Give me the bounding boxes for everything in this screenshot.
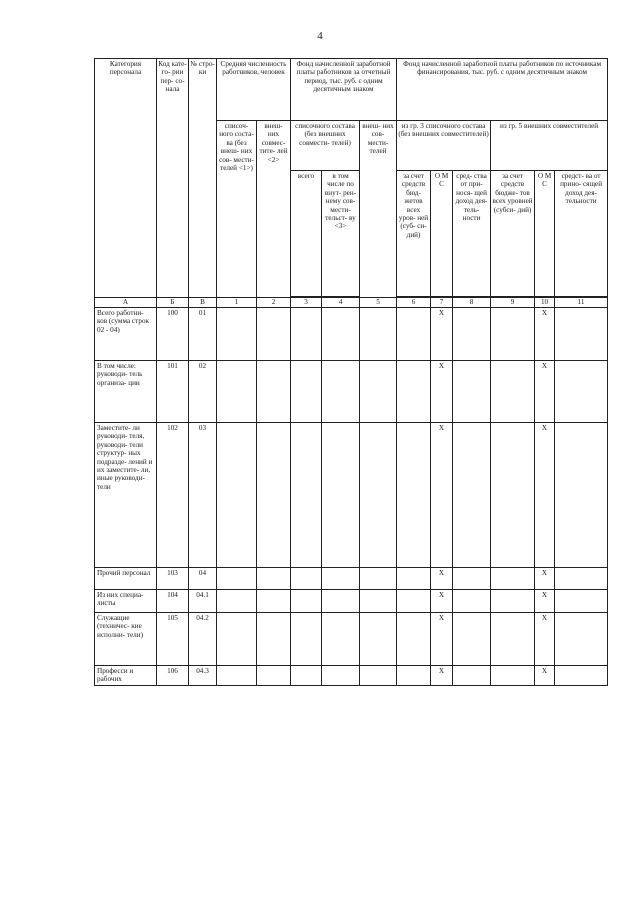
value-cell — [217, 423, 257, 568]
header-fund-sources: Фонд начисленной заработной платы работников по источникам финансирования, тыс. руб. с одним десятичным знаком — [397, 59, 608, 121]
value-cell — [360, 613, 397, 666]
value-cell — [397, 423, 431, 568]
row-category: Всего работни- ков (сумма строк 02 - 04) — [95, 308, 157, 361]
value-cell — [257, 361, 291, 423]
table-row — [95, 666, 608, 686]
value-cell — [291, 423, 322, 568]
row-code: 100 — [157, 308, 189, 361]
value-cell — [291, 666, 322, 686]
value-cell — [397, 613, 431, 666]
value-cell — [257, 666, 291, 686]
value-cell — [217, 666, 257, 686]
header-oms: О М С — [431, 171, 453, 297]
row-category: Заместите- ли руководи- теля, руководи- тели структур- ных подразде- лений и их заместите- ли, иные руководи- тели — [95, 423, 157, 568]
row-code: 102 — [157, 423, 189, 568]
row-category: В том числе: руководи- тель организа- ции — [95, 361, 157, 423]
excluded-mark: Х — [431, 590, 453, 613]
col-index: 7 — [431, 298, 453, 308]
table-row — [95, 590, 608, 613]
col-index: 8 — [453, 298, 491, 308]
header-incl-internal: в том числе по внут- рен- нему сов- мести- тельст- ву <3> — [322, 171, 360, 297]
value-cell — [291, 361, 322, 423]
header-fund-accrued: Фонд начисленной заработной платы работников за отчетный период, тыс. руб. с одним десятичным знаком — [291, 59, 397, 121]
value-cell — [491, 666, 535, 686]
col-index: 2 — [257, 298, 291, 308]
excluded-mark: Х — [535, 666, 555, 686]
value-cell — [453, 361, 491, 423]
value-cell — [360, 568, 397, 590]
value-cell — [360, 361, 397, 423]
header-income: сред- ства от при- нося- щей доход дея- тель- ности — [453, 171, 491, 297]
value-cell — [291, 568, 322, 590]
value-cell — [555, 361, 608, 423]
row-code: 106 — [157, 666, 189, 686]
col-index: А — [95, 298, 157, 308]
row-line: 04 — [189, 568, 217, 590]
value-cell — [491, 568, 535, 590]
value-cell — [397, 590, 431, 613]
value-cell — [257, 590, 291, 613]
col-index: Б — [157, 298, 189, 308]
header-avg-headcount: Средняя численность работников, человек — [217, 59, 291, 121]
header-budget: за счет средств бюд- жетов всех уров- ней (суб- си- дий) — [397, 171, 431, 297]
value-cell — [397, 308, 431, 361]
table-row — [95, 361, 608, 423]
value-cell — [291, 613, 322, 666]
excluded-mark: Х — [431, 308, 453, 361]
row-line: 04.1 — [189, 590, 217, 613]
value-cell — [453, 666, 491, 686]
table-row — [95, 568, 608, 590]
value-cell — [360, 590, 397, 613]
row-line: 02 — [189, 361, 217, 423]
value-cell — [322, 613, 360, 666]
value-cell — [555, 568, 608, 590]
header-category: Категория персонала — [95, 59, 157, 298]
value-cell — [555, 590, 608, 613]
value-cell — [491, 361, 535, 423]
header-list-staff: списоч- ного соста- ва (без внеш- них сов- мести- телей <1>) — [217, 121, 257, 298]
table-row — [95, 613, 608, 666]
value-cell — [360, 308, 397, 361]
value-cell — [257, 308, 291, 361]
value-cell — [360, 666, 397, 686]
header-external: внеш- них совмес- тите- лей <2> — [257, 121, 291, 298]
col-index: 11 — [555, 298, 608, 308]
excluded-mark: Х — [535, 423, 555, 568]
row-line: 01 — [189, 308, 217, 361]
col-index: 10 — [535, 298, 555, 308]
col-index: 1 — [217, 298, 257, 308]
excluded-mark: Х — [535, 308, 555, 361]
value-cell — [291, 590, 322, 613]
excluded-mark: Х — [535, 590, 555, 613]
value-cell — [555, 423, 608, 568]
value-cell — [453, 308, 491, 361]
value-cell — [257, 423, 291, 568]
row-line: 04.3 — [189, 666, 217, 686]
value-cell — [217, 361, 257, 423]
col-index: 6 — [397, 298, 431, 308]
row-code: 101 — [157, 361, 189, 423]
row-code: 105 — [157, 613, 189, 666]
header-fund-list: списочного состава (без внешних совмести- телей) — [291, 121, 360, 171]
row-category: Прочий персонал — [95, 568, 157, 590]
value-cell — [555, 666, 608, 686]
value-cell — [291, 308, 322, 361]
value-cell — [491, 613, 535, 666]
excluded-mark: Х — [431, 568, 453, 590]
col-index: 9 — [491, 298, 535, 308]
value-cell — [322, 666, 360, 686]
header-row-no: № стро- ки — [189, 59, 217, 298]
excluded-mark: Х — [535, 613, 555, 666]
value-cell — [322, 308, 360, 361]
header-oms5: О М С — [535, 171, 555, 297]
row-line: 03 — [189, 423, 217, 568]
value-cell — [397, 361, 431, 423]
value-cell — [491, 423, 535, 568]
value-cell — [453, 423, 491, 568]
value-cell — [217, 590, 257, 613]
row-line: 04.2 — [189, 613, 217, 666]
header-code: Код кате- го- рии пер- со- нала — [157, 59, 189, 298]
value-cell — [453, 613, 491, 666]
value-cell — [491, 590, 535, 613]
excluded-mark: Х — [431, 361, 453, 423]
excluded-mark: Х — [535, 361, 555, 423]
header-from-col5: из гр. 5 внешних совместителей — [491, 121, 608, 171]
column-index-row — [95, 298, 608, 308]
row-category: Из них специа- листы — [95, 590, 157, 613]
row-code: 104 — [157, 590, 189, 613]
value-cell — [217, 613, 257, 666]
value-cell — [322, 590, 360, 613]
col-index: 4 — [322, 298, 360, 308]
value-cell — [453, 568, 491, 590]
table-row — [95, 423, 608, 568]
value-cell — [453, 590, 491, 613]
value-cell — [397, 666, 431, 686]
value-cell — [322, 423, 360, 568]
row-category: Професси и рабочих — [95, 666, 157, 686]
col-index: В — [189, 298, 217, 308]
value-cell — [555, 308, 608, 361]
header-fund-external: внеш- них сов- мести- телей — [360, 121, 397, 298]
row-code: 103 — [157, 568, 189, 590]
header-from-col3: из гр. 3 списочного состава (без внешних совместителей) — [397, 121, 491, 171]
row-category: Служащие (техничес- кие исполни- тели) — [95, 613, 157, 666]
header-income5: средст- ва от прино- сящей доход дея- тельности — [555, 171, 608, 297]
value-cell — [217, 308, 257, 361]
value-cell — [257, 568, 291, 590]
value-cell — [555, 613, 608, 666]
table-row — [95, 308, 608, 361]
value-cell — [217, 568, 257, 590]
page-number: 4 — [317, 30, 323, 42]
value-cell — [257, 613, 291, 666]
value-cell — [322, 568, 360, 590]
excluded-mark: Х — [431, 423, 453, 568]
value-cell — [397, 568, 431, 590]
value-cell — [491, 308, 535, 361]
report-table — [94, 58, 608, 686]
excluded-mark: Х — [431, 666, 453, 686]
header-total: всего — [291, 171, 322, 297]
col-index: 5 — [360, 298, 397, 308]
value-cell — [322, 361, 360, 423]
value-cell — [360, 423, 397, 568]
excluded-mark: Х — [431, 613, 453, 666]
header-budget5: за счет средств бюдже- тов всех уровней (субси- дий) — [491, 171, 535, 297]
col-index: 3 — [291, 298, 322, 308]
excluded-mark: Х — [535, 568, 555, 590]
